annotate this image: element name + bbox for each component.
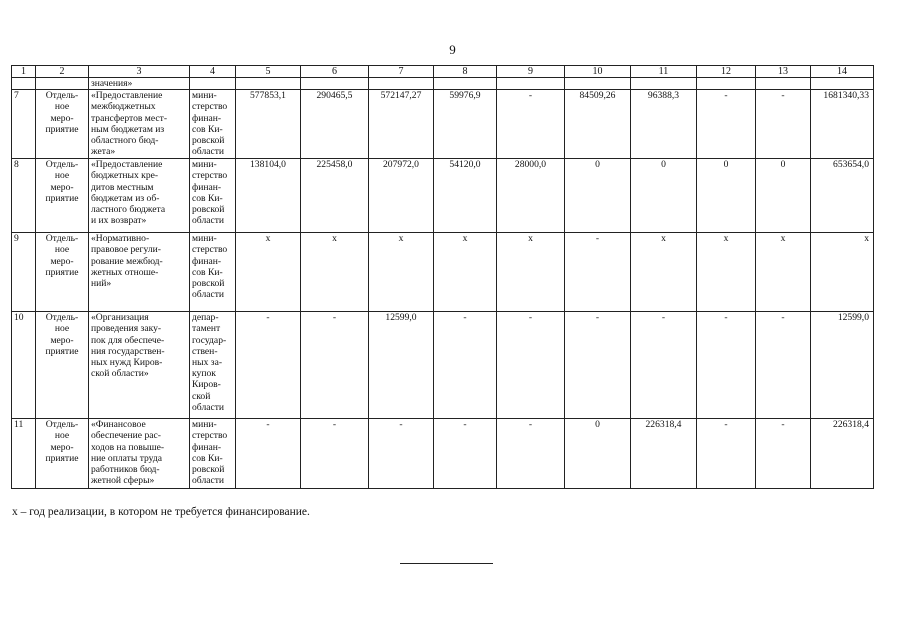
column-header: 4: [190, 66, 236, 78]
funding-value-text: 0: [780, 159, 786, 171]
executor: [190, 159, 236, 233]
funding-value-text: -: [332, 312, 337, 324]
executor: [190, 419, 236, 489]
funding-value: [497, 90, 565, 159]
funding-value-text: -: [661, 312, 666, 324]
funding-value: [697, 159, 756, 233]
row-number: [12, 159, 36, 233]
funding-value-text: x: [780, 233, 786, 245]
funding-value-text: 96388,3: [647, 90, 680, 102]
funding-value-text: -: [528, 90, 533, 102]
funding-value-text: 290465,5: [316, 90, 353, 102]
executor-text: мини- стерство финан- сов Ки- ровской области: [192, 90, 228, 158]
funding-value: [301, 419, 369, 489]
funding-value-text: -: [528, 312, 533, 324]
funding-value: [497, 159, 565, 233]
funding-value: [565, 90, 631, 159]
activity-name-text: «Организация проведения заку- пок для обеспече- ния государствен- ных нужд Киров- ской области»: [91, 312, 165, 380]
activity-name: [89, 233, 190, 312]
funding-value: [369, 90, 434, 159]
continuation-row: [12, 78, 874, 90]
row-number-text: 11: [14, 419, 24, 431]
funding-value-text: 0: [595, 419, 600, 431]
activity-name-text: «Предоставление межбюджетных трансфертов мест- ным бюджетам из областного бюд- жета»: [91, 90, 168, 158]
column-header: 2: [36, 66, 89, 78]
row-number-text: 10: [14, 312, 24, 324]
column-header: 9: [497, 66, 565, 78]
funding-value-text: 577853,1: [250, 90, 286, 102]
column-header: 14: [811, 66, 874, 78]
funding-value-text: 653654,0: [833, 159, 869, 171]
executor: [190, 233, 236, 312]
funding-value-text: -: [595, 312, 600, 324]
executor-text: мини- стерство финан- сов Ки- ровской области: [192, 419, 228, 487]
funding-value-text: -: [724, 419, 728, 431]
activity-name: [89, 419, 190, 489]
funding-value-text: -: [781, 312, 785, 324]
funding-value: [631, 419, 697, 489]
column-header: 13: [756, 66, 811, 78]
funding-value-text: 12599,0: [385, 312, 417, 324]
funding-value: [434, 312, 497, 419]
column-header: 3: [89, 66, 190, 78]
funding-value: [756, 90, 811, 159]
funding-value-text: -: [781, 90, 785, 102]
table-body: [12, 90, 874, 489]
activity-type: [36, 312, 89, 419]
funding-value-text: -: [266, 312, 270, 324]
funding-value-text: -: [332, 419, 337, 431]
funding-value-text: -: [724, 90, 728, 102]
table-row: [12, 233, 874, 312]
funding-value: [756, 419, 811, 489]
funding-value-text: 226318,4: [833, 419, 869, 431]
row-number-text: 8: [14, 159, 19, 171]
activity-type: [36, 90, 89, 159]
table-row: [12, 90, 874, 159]
funding-value: [497, 312, 565, 419]
funding-value-text: x: [332, 233, 337, 245]
funding-value-text: 28000,0: [514, 159, 547, 171]
funding-value-text: 226318,4: [645, 419, 682, 431]
column-header: 10: [565, 66, 631, 78]
funding-value-text: x: [723, 233, 729, 245]
funding-value: [236, 419, 301, 489]
row-number: [12, 233, 36, 312]
funding-value: [434, 90, 497, 159]
funding-value: [369, 159, 434, 233]
funding-value-text: -: [266, 419, 270, 431]
funding-value-text: x: [864, 233, 869, 245]
activity-type-text: Отдель- ное меро- приятие: [45, 159, 79, 204]
column-header: 11: [631, 66, 697, 78]
funding-value: [631, 159, 697, 233]
funding-value-text: -: [399, 419, 403, 431]
funding-value: [811, 419, 874, 489]
funding-value: [565, 233, 631, 312]
funding-value: [236, 312, 301, 419]
executor-text: депар- тамент государ- ствен- ных за- купок Киров- ской области: [192, 312, 227, 413]
funding-value: [756, 233, 811, 312]
funding-value-text: x: [265, 233, 271, 245]
funding-value: [434, 419, 497, 489]
funding-value: [301, 233, 369, 312]
activity-name-text: «Предоставление бюджетных кре- дитов местным бюджетам из об- ластного бюджета и их возврат»: [91, 159, 166, 227]
funding-value: [697, 233, 756, 312]
row-number-text: 7: [14, 90, 19, 102]
funding-value: [434, 233, 497, 312]
funding-value-text: 225458,0: [316, 159, 353, 171]
funding-value: [301, 312, 369, 419]
funding-value-text: x: [462, 233, 468, 245]
table-row: [12, 159, 874, 233]
funding-value: [301, 90, 369, 159]
activity-type: [36, 233, 89, 312]
executor-text: мини- стерство финан- сов Ки- ровской области: [192, 233, 228, 301]
funding-value: [301, 159, 369, 233]
funding-value: [369, 312, 434, 419]
funding-value-text: 1681340,33: [823, 90, 869, 102]
funding-value: [756, 159, 811, 233]
table-row: [12, 419, 874, 489]
row-number: [12, 312, 36, 419]
funding-value-text: 0: [661, 159, 666, 171]
activity-name-text: «Финансовое обеспечение рас- ходов на повыше- ние оплаты труда работников бюд- жетной сферы»: [91, 419, 165, 487]
activity-type-text: Отдель- ное меро- приятие: [45, 233, 79, 278]
funding-value-text: -: [463, 312, 467, 324]
activity-name-text: «Нормативно- правовое регули- рование межбюд- жетных отноше- ний»: [91, 233, 163, 290]
funding-value-text: x: [528, 233, 533, 245]
funding-value: [811, 233, 874, 312]
column-header: 12: [697, 66, 756, 78]
funding-value-text: 138104,0: [250, 159, 286, 171]
funding-value-text: 84509,26: [579, 90, 616, 102]
funding-value: [369, 419, 434, 489]
funding-value-text: x: [661, 233, 666, 245]
funding-value-text: 572147,27: [380, 90, 422, 102]
funding-value-text: -: [528, 419, 533, 431]
funding-value: [236, 159, 301, 233]
executor-text: мини- стерство финан- сов Ки- ровской области: [192, 159, 228, 227]
executor: [190, 312, 236, 419]
funding-value: [236, 90, 301, 159]
funding-value: [565, 159, 631, 233]
funding-value-text: x: [398, 233, 404, 245]
budget-table: [11, 65, 874, 489]
funding-value: [497, 233, 565, 312]
funding-value-text: 0: [595, 159, 600, 171]
funding-value-text: -: [595, 233, 600, 245]
funding-value: [811, 159, 874, 233]
column-header: 6: [301, 66, 369, 78]
column-number-row: [12, 66, 874, 78]
row-number: [12, 90, 36, 159]
funding-value-text: -: [463, 419, 467, 431]
funding-value: [756, 312, 811, 419]
funding-value: [811, 312, 874, 419]
funding-value-text: 59976,9: [449, 90, 481, 102]
funding-value: [236, 233, 301, 312]
funding-value-text: 0: [723, 159, 729, 171]
funding-value: [497, 419, 565, 489]
funding-value: [631, 233, 697, 312]
funding-value: [565, 419, 631, 489]
activity-type-text: Отдель- ное меро- приятие: [45, 312, 79, 357]
executor: [190, 90, 236, 159]
funding-value: [565, 312, 631, 419]
funding-value: [697, 419, 756, 489]
activity-type-text: Отдель- ное меро- приятие: [45, 419, 79, 464]
funding-value-text: 207972,0: [383, 159, 419, 171]
column-header: 1: [12, 66, 36, 78]
page-number: 9: [449, 42, 456, 57]
row-number: [12, 419, 36, 489]
activity-name: [89, 312, 190, 419]
column-header: 5: [236, 66, 301, 78]
activity-type: [36, 419, 89, 489]
funding-value-text: 12599,0: [837, 312, 869, 324]
funding-value: [434, 159, 497, 233]
funding-value: [697, 312, 756, 419]
footnote: х – год реализации, в котором не требуется финансирование.: [12, 506, 310, 518]
funding-value: [631, 90, 697, 159]
funding-value-text: -: [781, 419, 785, 431]
continuation-text: значения»: [89, 78, 190, 90]
funding-value: [369, 233, 434, 312]
closing-rule: [400, 563, 493, 564]
funding-value-text: 54120,0: [449, 159, 481, 171]
column-header: 8: [434, 66, 497, 78]
funding-value: [631, 312, 697, 419]
funding-value: [697, 90, 756, 159]
activity-name: [89, 90, 190, 159]
row-number-text: 9: [14, 233, 19, 245]
activity-name: [89, 159, 190, 233]
table-row: [12, 312, 874, 419]
activity-type-text: Отдель- ное меро- приятие: [45, 90, 79, 135]
funding-value-text: -: [724, 312, 728, 324]
activity-type: [36, 159, 89, 233]
column-header: 7: [369, 66, 434, 78]
funding-value: [811, 90, 874, 159]
